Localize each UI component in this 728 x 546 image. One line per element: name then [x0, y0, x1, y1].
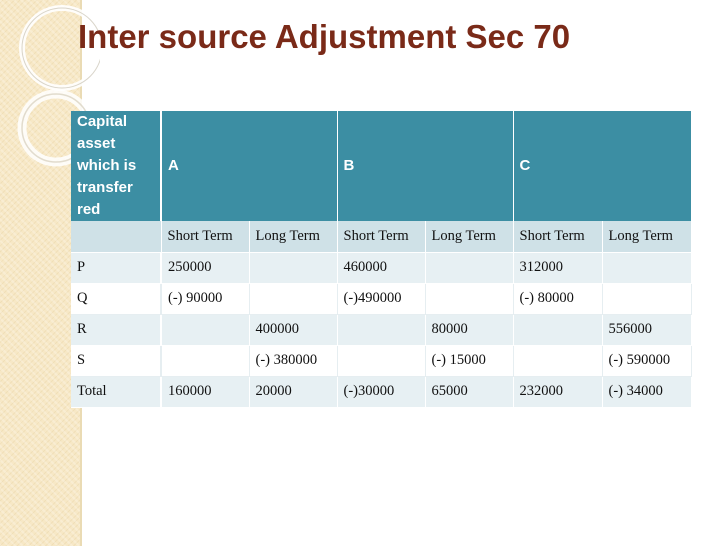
table-subheader-row	[71, 221, 691, 252]
table-cell: (-)30000	[337, 376, 425, 407]
table-cell	[161, 314, 249, 345]
slide-title: Inter source Adjustment Sec 70	[78, 18, 571, 55]
table-cell: (-)490000	[337, 283, 425, 314]
header-group-c: C	[513, 111, 691, 221]
table-cell: S	[71, 345, 161, 376]
table-row	[71, 345, 691, 376]
table-cell: (-) 80000	[513, 283, 602, 314]
table-cell: 160000	[161, 376, 249, 407]
subheader-cell: Long Term	[425, 221, 513, 252]
table-cell	[513, 314, 602, 345]
header-group-b: B	[337, 111, 513, 221]
table-cell: Q	[71, 283, 161, 314]
table-cell: (-) 590000	[602, 345, 691, 376]
table-cell: Total	[71, 376, 161, 407]
subheader-cell: Long Term	[249, 221, 337, 252]
header-group-a: A	[161, 111, 337, 221]
table-cell: (-) 90000	[161, 283, 249, 314]
subheader-cell: Short Term	[161, 221, 249, 252]
table-row	[71, 283, 691, 314]
table-header-row	[71, 111, 691, 221]
table-row	[71, 314, 691, 345]
table-cell: P	[71, 252, 161, 283]
header-capital-asset: Capital asset which is transfer red	[71, 111, 161, 221]
table-cell	[602, 252, 691, 283]
table-cell	[513, 345, 602, 376]
table-cell	[425, 252, 513, 283]
table-cell	[337, 345, 425, 376]
table-cell: 20000	[249, 376, 337, 407]
table-cell: 460000	[337, 252, 425, 283]
subheader-cell: Short Term	[513, 221, 602, 252]
subheader-cell: Short Term	[337, 221, 425, 252]
table-cell: 80000	[425, 314, 513, 345]
table-cell: 400000	[249, 314, 337, 345]
table-cell: 250000	[161, 252, 249, 283]
table-cell	[425, 283, 513, 314]
subheader-cell	[71, 221, 161, 252]
table-cell: (-) 15000	[425, 345, 513, 376]
table-cell	[337, 314, 425, 345]
table-cell	[161, 345, 249, 376]
table-cell: R	[71, 314, 161, 345]
table-cell: 556000	[602, 314, 691, 345]
table-cell: 312000	[513, 252, 602, 283]
table-cell	[602, 283, 691, 314]
adjustment-table	[71, 111, 692, 408]
table-cell: (-) 380000	[249, 345, 337, 376]
table-cell	[249, 283, 337, 314]
table-row-total	[71, 376, 691, 407]
table-cell: 232000	[513, 376, 602, 407]
table-cell: (-) 34000	[602, 376, 691, 407]
table-row	[71, 252, 691, 283]
table-cell: 65000	[425, 376, 513, 407]
subheader-cell: Long Term	[602, 221, 691, 252]
table-cell	[249, 252, 337, 283]
